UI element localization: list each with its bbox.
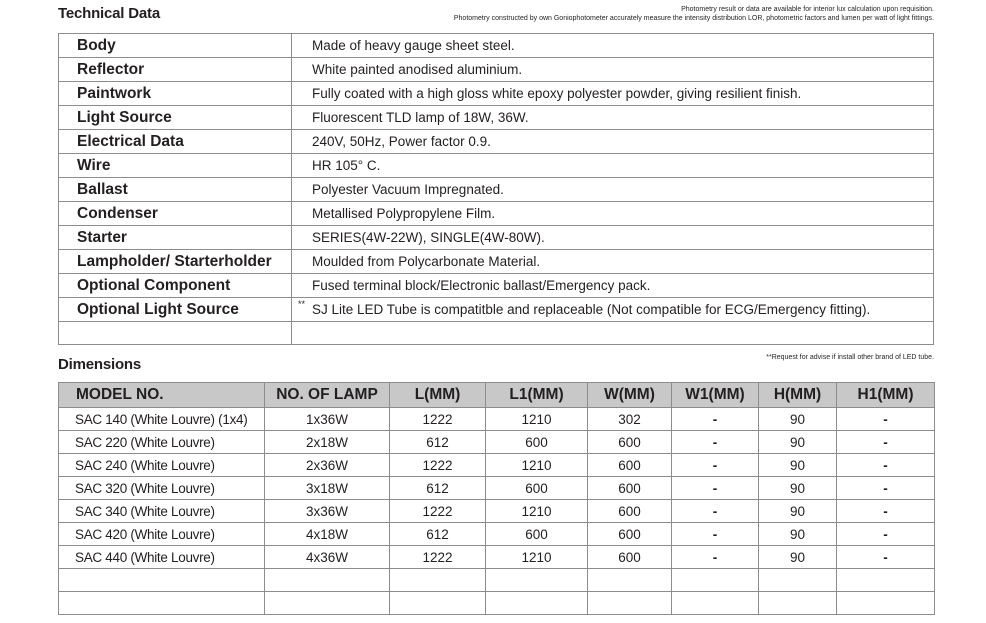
table-cell: 2x18W bbox=[265, 431, 390, 454]
tech-value: HR 105° C. bbox=[312, 158, 381, 173]
tech-row bbox=[59, 274, 934, 298]
table-row bbox=[59, 523, 935, 546]
tech-value: 240V, 50Hz, Power factor 0.9. bbox=[312, 134, 491, 149]
table-cell: 612 bbox=[390, 523, 486, 546]
tech-value: SERIES(4W-22W), SINGLE(4W-80W). bbox=[312, 230, 545, 245]
footnote-marker: ** bbox=[298, 299, 306, 309]
tech-label: Optional Light Source bbox=[59, 298, 292, 322]
blank-cell bbox=[672, 569, 759, 592]
tech-row bbox=[59, 58, 934, 82]
tech-value: Moulded from Polycarbonate Material. bbox=[312, 254, 541, 269]
blank-cell bbox=[292, 322, 934, 345]
tech-value: Fused terminal block/Electronic ballast/Emergency pack. bbox=[312, 278, 651, 293]
photometry-note-line-2: Photometry constructed by own Goniophotometer accurately measure the intensity distribution LOR, photometric factors and lumen per watt of light fittings. bbox=[453, 15, 934, 22]
dimensions-header-cell: NO. OF LAMP bbox=[265, 383, 390, 408]
tech-row bbox=[59, 202, 934, 226]
technical-data-table bbox=[58, 33, 934, 345]
table-cell: - bbox=[672, 454, 759, 477]
dimensions-header-row bbox=[59, 383, 935, 408]
tech-label: Starter bbox=[59, 226, 292, 250]
tech-value-cell bbox=[292, 34, 934, 58]
table-cell: 600 bbox=[588, 454, 672, 477]
table-cell: 600 bbox=[588, 431, 672, 454]
photometry-note-line-1: Photometry result or data are available for interior lux calculation upon requisition. bbox=[681, 6, 934, 13]
dimensions-header-cell: L(MM) bbox=[390, 383, 486, 408]
dimensions-header-cell: L1(MM) bbox=[486, 383, 588, 408]
tech-value-cell bbox=[292, 202, 934, 226]
table-cell: SAC 340 (White Louvre) bbox=[59, 500, 265, 523]
table-cell: 600 bbox=[588, 477, 672, 500]
blank-cell bbox=[759, 569, 837, 592]
table-cell: 612 bbox=[390, 431, 486, 454]
table-cell: - bbox=[672, 523, 759, 546]
table-cell: 1222 bbox=[390, 408, 486, 431]
tech-value-cell bbox=[292, 82, 934, 106]
tech-value: Metallised Polypropylene Film. bbox=[312, 206, 496, 221]
blank-cell bbox=[59, 592, 265, 615]
table-cell: - bbox=[672, 431, 759, 454]
table-cell: 600 bbox=[588, 523, 672, 546]
blank-cell bbox=[837, 569, 935, 592]
tech-value-cell bbox=[292, 298, 934, 322]
table-cell: 1210 bbox=[486, 500, 588, 523]
tech-row bbox=[59, 178, 934, 202]
table-cell: 1222 bbox=[390, 454, 486, 477]
table-cell: 90 bbox=[759, 454, 837, 477]
table-cell: SAC 140 (White Louvre) (1x4) bbox=[59, 408, 265, 431]
tech-row bbox=[59, 106, 934, 130]
table-cell: - bbox=[837, 431, 935, 454]
tech-row bbox=[59, 34, 934, 58]
table-cell: 90 bbox=[759, 477, 837, 500]
table-cell: SAC 420 (White Louvre) bbox=[59, 523, 265, 546]
dimensions-header-cell: MODEL NO. bbox=[59, 383, 265, 408]
blank-cell bbox=[390, 592, 486, 615]
technical-data-title: Technical Data bbox=[58, 5, 160, 22]
led-tube-note: **Request for advise if install other brand of LED tube. bbox=[766, 354, 934, 361]
table-cell: 90 bbox=[759, 408, 837, 431]
tech-row bbox=[59, 130, 934, 154]
blank-row bbox=[59, 569, 935, 592]
table-cell: SAC 440 (White Louvre) bbox=[59, 546, 265, 569]
table-cell: - bbox=[837, 454, 935, 477]
table-cell: - bbox=[672, 477, 759, 500]
table-row bbox=[59, 431, 935, 454]
table-cell: - bbox=[672, 500, 759, 523]
table-row bbox=[59, 408, 935, 431]
table-cell: - bbox=[837, 477, 935, 500]
table-cell: 3x36W bbox=[265, 500, 390, 523]
tech-label: Light Source bbox=[59, 106, 292, 130]
tech-label: Electrical Data bbox=[59, 130, 292, 154]
blank-cell bbox=[59, 569, 265, 592]
tech-value-cell bbox=[292, 178, 934, 202]
table-cell: 600 bbox=[588, 500, 672, 523]
tech-label: Wire bbox=[59, 154, 292, 178]
tech-blank-row bbox=[59, 322, 934, 345]
table-row bbox=[59, 546, 935, 569]
blank-row bbox=[59, 592, 935, 615]
table-cell: 600 bbox=[486, 523, 588, 546]
table-cell: 3x18W bbox=[265, 477, 390, 500]
table-cell: 4x18W bbox=[265, 523, 390, 546]
tech-label: Condenser bbox=[59, 202, 292, 226]
table-cell: - bbox=[672, 546, 759, 569]
tech-label: Reflector bbox=[59, 58, 292, 82]
blank-cell bbox=[265, 569, 390, 592]
tech-value: Fully coated with a high gloss white epoxy polyester powder, giving resilient finish. bbox=[312, 86, 802, 101]
table-cell: - bbox=[837, 500, 935, 523]
tech-row bbox=[59, 154, 934, 178]
table-cell: 90 bbox=[759, 431, 837, 454]
blank-cell bbox=[265, 592, 390, 615]
table-cell: 4x36W bbox=[265, 546, 390, 569]
table-cell: SAC 220 (White Louvre) bbox=[59, 431, 265, 454]
dimensions-title: Dimensions bbox=[58, 356, 142, 373]
table-row bbox=[59, 454, 935, 477]
table-cell: - bbox=[672, 408, 759, 431]
table-cell: 1210 bbox=[486, 546, 588, 569]
tech-value-cell bbox=[292, 106, 934, 130]
table-cell: 600 bbox=[486, 477, 588, 500]
tech-row bbox=[59, 226, 934, 250]
table-cell: 90 bbox=[759, 500, 837, 523]
blank-cell bbox=[837, 592, 935, 615]
table-cell: 1222 bbox=[390, 500, 486, 523]
table-cell: - bbox=[837, 523, 935, 546]
table-cell: SAC 240 (White Louvre) bbox=[59, 454, 265, 477]
tech-value: Fluorescent TLD lamp of 18W, 36W. bbox=[312, 110, 529, 125]
tech-value-cell bbox=[292, 226, 934, 250]
table-cell: 1222 bbox=[390, 546, 486, 569]
tech-value-cell bbox=[292, 274, 934, 298]
tech-value: Polyester Vacuum Impregnated. bbox=[312, 182, 504, 197]
blank-cell bbox=[588, 592, 672, 615]
blank-cell bbox=[486, 592, 588, 615]
table-cell: 302 bbox=[588, 408, 672, 431]
dimensions-header-cell: W1(MM) bbox=[672, 383, 759, 408]
tech-row bbox=[59, 250, 934, 274]
blank-cell bbox=[588, 569, 672, 592]
table-cell: 1210 bbox=[486, 454, 588, 477]
table-row bbox=[59, 477, 935, 500]
tech-value-cell bbox=[292, 58, 934, 82]
tech-label: Ballast bbox=[59, 178, 292, 202]
table-cell: - bbox=[837, 408, 935, 431]
blank-cell bbox=[759, 592, 837, 615]
tech-label: Lampholder/ Starterholder bbox=[59, 250, 292, 274]
dimensions-header-cell: H(MM) bbox=[759, 383, 837, 408]
table-cell: SAC 320 (White Louvre) bbox=[59, 477, 265, 500]
photometry-note bbox=[454, 5, 934, 23]
table-cell: 600 bbox=[486, 431, 588, 454]
table-row bbox=[59, 500, 935, 523]
tech-value-cell bbox=[292, 250, 934, 274]
tech-label: Body bbox=[59, 34, 292, 58]
tech-label: Optional Component bbox=[59, 274, 292, 298]
tech-label: Paintwork bbox=[59, 82, 292, 106]
tech-value: Made of heavy gauge sheet steel. bbox=[312, 38, 515, 53]
dimensions-header-cell: W(MM) bbox=[588, 383, 672, 408]
table-cell: 2x36W bbox=[265, 454, 390, 477]
tech-row bbox=[59, 82, 934, 106]
table-cell: 90 bbox=[759, 523, 837, 546]
table-cell: 1210 bbox=[486, 408, 588, 431]
blank-cell bbox=[486, 569, 588, 592]
table-cell: - bbox=[837, 546, 935, 569]
dimensions-table bbox=[58, 382, 935, 615]
table-cell: 90 bbox=[759, 546, 837, 569]
table-cell: 612 bbox=[390, 477, 486, 500]
dimensions-header-cell: H1(MM) bbox=[837, 383, 935, 408]
tech-value-cell bbox=[292, 154, 934, 178]
blank-cell bbox=[390, 569, 486, 592]
table-cell: 600 bbox=[588, 546, 672, 569]
tech-value: SJ Lite LED Tube is compatitble and replaceable (Not compatible for ECG/Emergency fitting). bbox=[312, 302, 871, 317]
tech-value: White painted anodised aluminium. bbox=[312, 62, 523, 77]
blank-cell bbox=[59, 322, 292, 345]
blank-cell bbox=[672, 592, 759, 615]
tech-value-cell bbox=[292, 130, 934, 154]
table-cell: 1x36W bbox=[265, 408, 390, 431]
tech-row bbox=[59, 298, 934, 322]
